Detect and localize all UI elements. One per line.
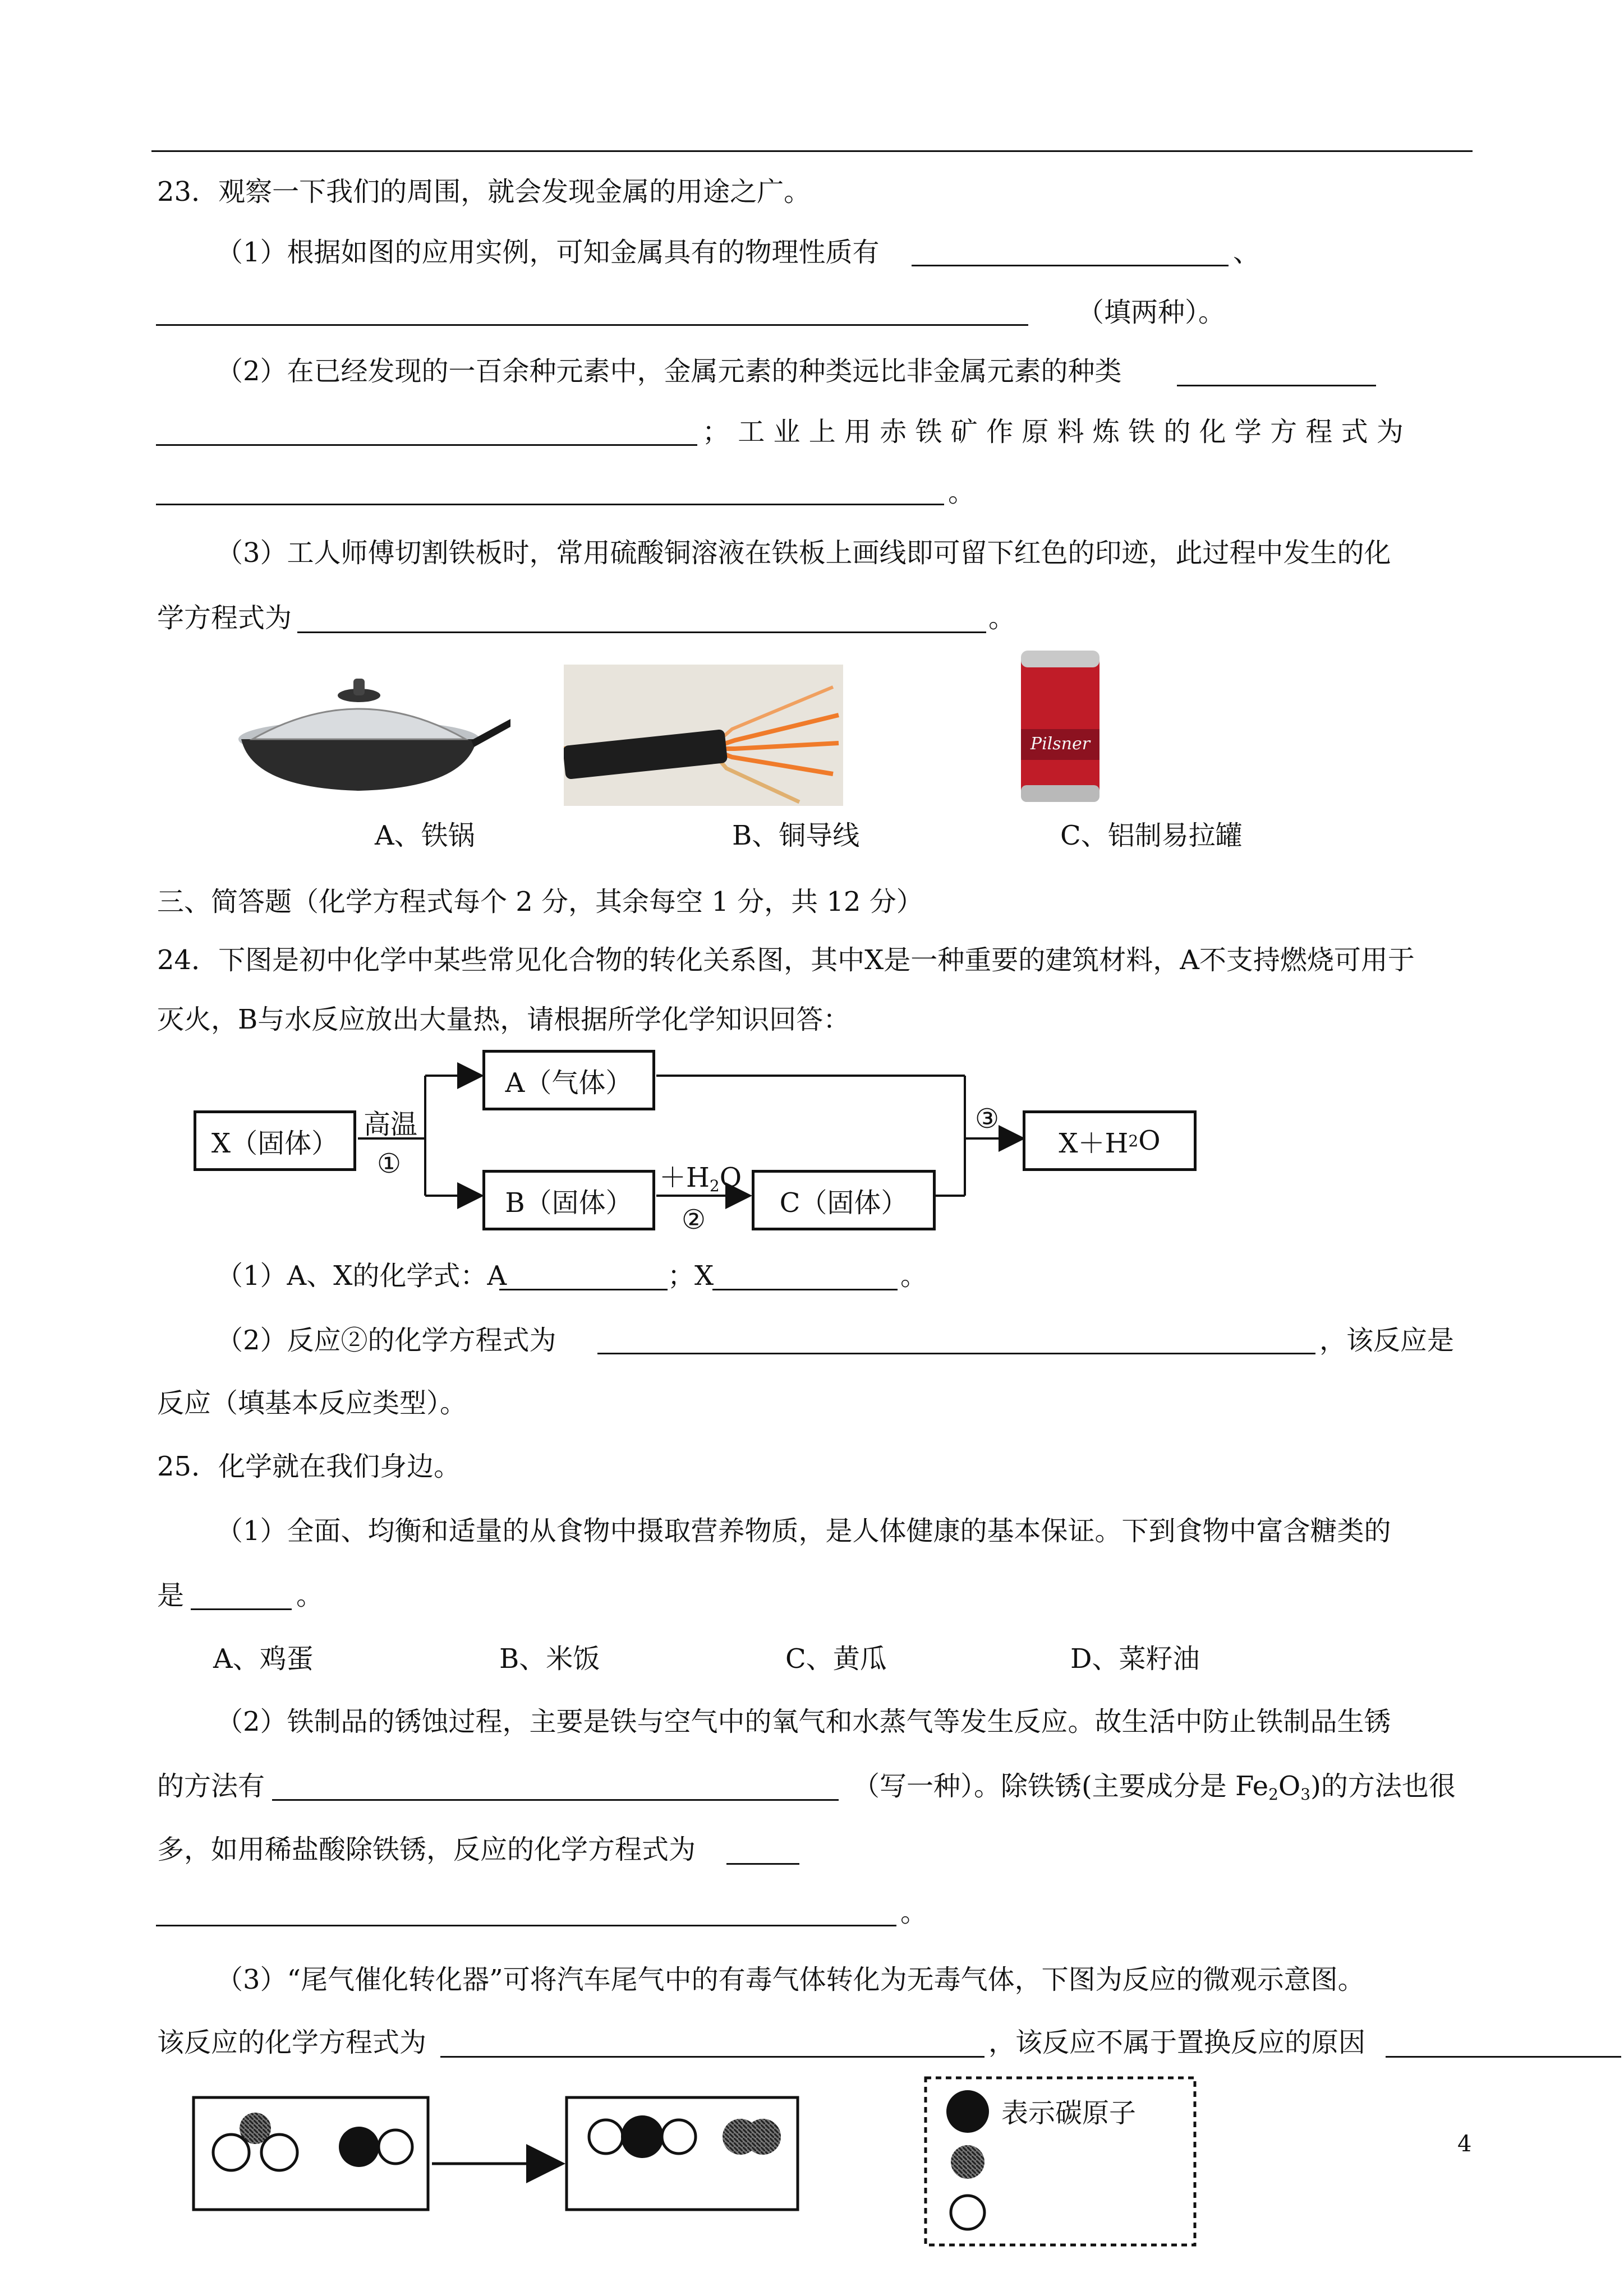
q25-part2-text2: 的方法有: [157, 1771, 265, 1802]
answer-blank[interactable]: [191, 1608, 292, 1610]
result-prefix: X＋H: [1059, 1127, 1129, 1159]
answer-blank[interactable]: [297, 631, 986, 633]
answer-blank[interactable]: [1386, 2056, 1621, 2058]
caption-b: B、铜导线: [732, 820, 860, 851]
wok-image: [219, 673, 510, 796]
can-label: Pilsner: [1030, 734, 1091, 754]
section-heading: 三、简答题（化学方程式每个 2 分，其余每空 1 分，共 12 分）: [157, 886, 923, 918]
q24-line2: 灭火，B与水反应放出大量热，请根据所学化学知识回答：: [157, 1004, 850, 1035]
q24-line1: 24．下图是初中化学中某些常见化合物的转化关系图，其中X是一种重要的建筑材料，A不支持燃烧可用于: [157, 944, 1415, 976]
q25-part3-text2: 该反应的化学方程式为: [157, 2027, 427, 2058]
q25-part2-text: （2）铁制品的锈蚀过程，主要是铁与空气中的氧气和水蒸气等发生反应。故生活中防止铁制品生锈: [216, 1706, 1391, 1737]
answer-blank[interactable]: [156, 444, 697, 446]
q23-part1-note: （填两种）。: [1077, 297, 1226, 328]
q25-part3-reason: ，该反应不属于置换反应的原因: [988, 2027, 1366, 2058]
q23-part3-text: （3）工人师傅切割铁板时，常用硫酸铜溶液在铁板上画线即可留下红色的印迹，此过程中发生的化: [216, 537, 1391, 569]
q24-part2-text2: 反应（填基本反应类型）。: [157, 1387, 467, 1419]
caption-c: C、铝制易拉罐: [1060, 820, 1243, 851]
q23-part2-text: （2）在已经发现的一百余种元素中，金属元素的种类远比非金属元素的种类: [216, 356, 1122, 387]
q23-part3-text2: 学方程式为: [157, 602, 292, 634]
q23-part2-text2: ； 工 业 上 用 赤 铁 矿 作 原 料 炼 铁 的 化 学 方 程 式 为: [702, 416, 1404, 448]
b-solid-box: B（固体）: [482, 1170, 655, 1230]
aluminum-can-image: [1015, 645, 1105, 808]
period: 。: [900, 1897, 928, 1928]
q25-title: 25．化学就在我们身边。: [157, 1451, 461, 1482]
q24-part2-tail: ，该反应是: [1319, 1325, 1455, 1356]
option-a: A、鸡蛋: [213, 1643, 314, 1675]
copper-wire-image: [564, 665, 843, 806]
period: 。: [296, 1580, 324, 1611]
answer-blank[interactable]: [156, 504, 944, 505]
q24-part1-text: （1）A、X的化学式：A: [216, 1260, 507, 1292]
answer-blank[interactable]: [1177, 385, 1376, 386]
period: 。: [900, 1260, 928, 1292]
answer-blank[interactable]: [440, 2056, 984, 2058]
result-suffix: O: [1138, 1125, 1161, 1156]
page-number: 4: [1457, 2131, 1472, 2157]
q24-part1-x: ；X: [668, 1260, 714, 1292]
q23-part1-text: （1）根据如图的应用实例，可知金属具有的物理性质有: [216, 237, 880, 268]
c-solid-box: C（固体）: [752, 1170, 936, 1230]
answer-blank[interactable]: [272, 1799, 839, 1801]
legend-carbon-label: 表示碳原子: [1001, 2097, 1137, 2129]
answer-blank[interactable]: [726, 1863, 799, 1865]
result-box: [1023, 1110, 1197, 1171]
answer-blank[interactable]: [156, 1925, 896, 1926]
condition-high-temp: 高温: [364, 1109, 418, 1140]
q25-part1-text: （1）全面、均衡和适量的从食物中摄取营养物质，是人体健康的基本保证。下到食物中富含糖类的: [216, 1515, 1391, 1547]
option-d: D、菜籽油: [1070, 1643, 1200, 1675]
plus-water-label: $+H_2O$: [659, 1162, 742, 1195]
separator: 、: [1233, 237, 1260, 268]
q25-part3-text: （3）“尾气催化转化器”可将汽车尾气中的有毒气体转化为无毒气体，下图为反应的微观示意图。: [216, 1964, 1365, 1995]
q23-title: 23．观察一下我们的周围，就会发现金属的用途之广。: [157, 176, 811, 208]
option-b: B、米饭: [499, 1643, 600, 1675]
option-c: C、黄瓜: [785, 1643, 887, 1675]
q25-part2-text3: 多，如用稀盐酸除铁锈，反应的化学方程式为: [157, 1834, 696, 1865]
a-gas-box: A（气体）: [482, 1050, 655, 1110]
reaction-2-label: ②: [682, 1204, 706, 1235]
q25-part1-text2: 是: [157, 1580, 185, 1611]
header-rule: [151, 150, 1473, 152]
period: 。: [948, 477, 976, 508]
result-subscript: 2: [1128, 1131, 1139, 1150]
reaction-3-label: ③: [975, 1103, 1000, 1135]
answer-blank[interactable]: [912, 265, 1229, 266]
q24-part2-text: （2）反应②的化学方程式为: [216, 1325, 556, 1356]
answer-blank[interactable]: [499, 1289, 668, 1290]
answer-blank[interactable]: [597, 1353, 1315, 1354]
caption-a: A、铁锅: [375, 820, 475, 851]
answer-blank[interactable]: [712, 1289, 898, 1290]
q25-part2-rust: （写一种）。除铁锈(主要成分是 $Fe_2O_3$)的方法也很: [853, 1771, 1456, 1804]
x-solid-box: X（固体）: [194, 1110, 356, 1171]
answer-blank[interactable]: [156, 324, 1028, 326]
reaction-1-label: ①: [377, 1148, 402, 1179]
period: 。: [988, 602, 1016, 634]
